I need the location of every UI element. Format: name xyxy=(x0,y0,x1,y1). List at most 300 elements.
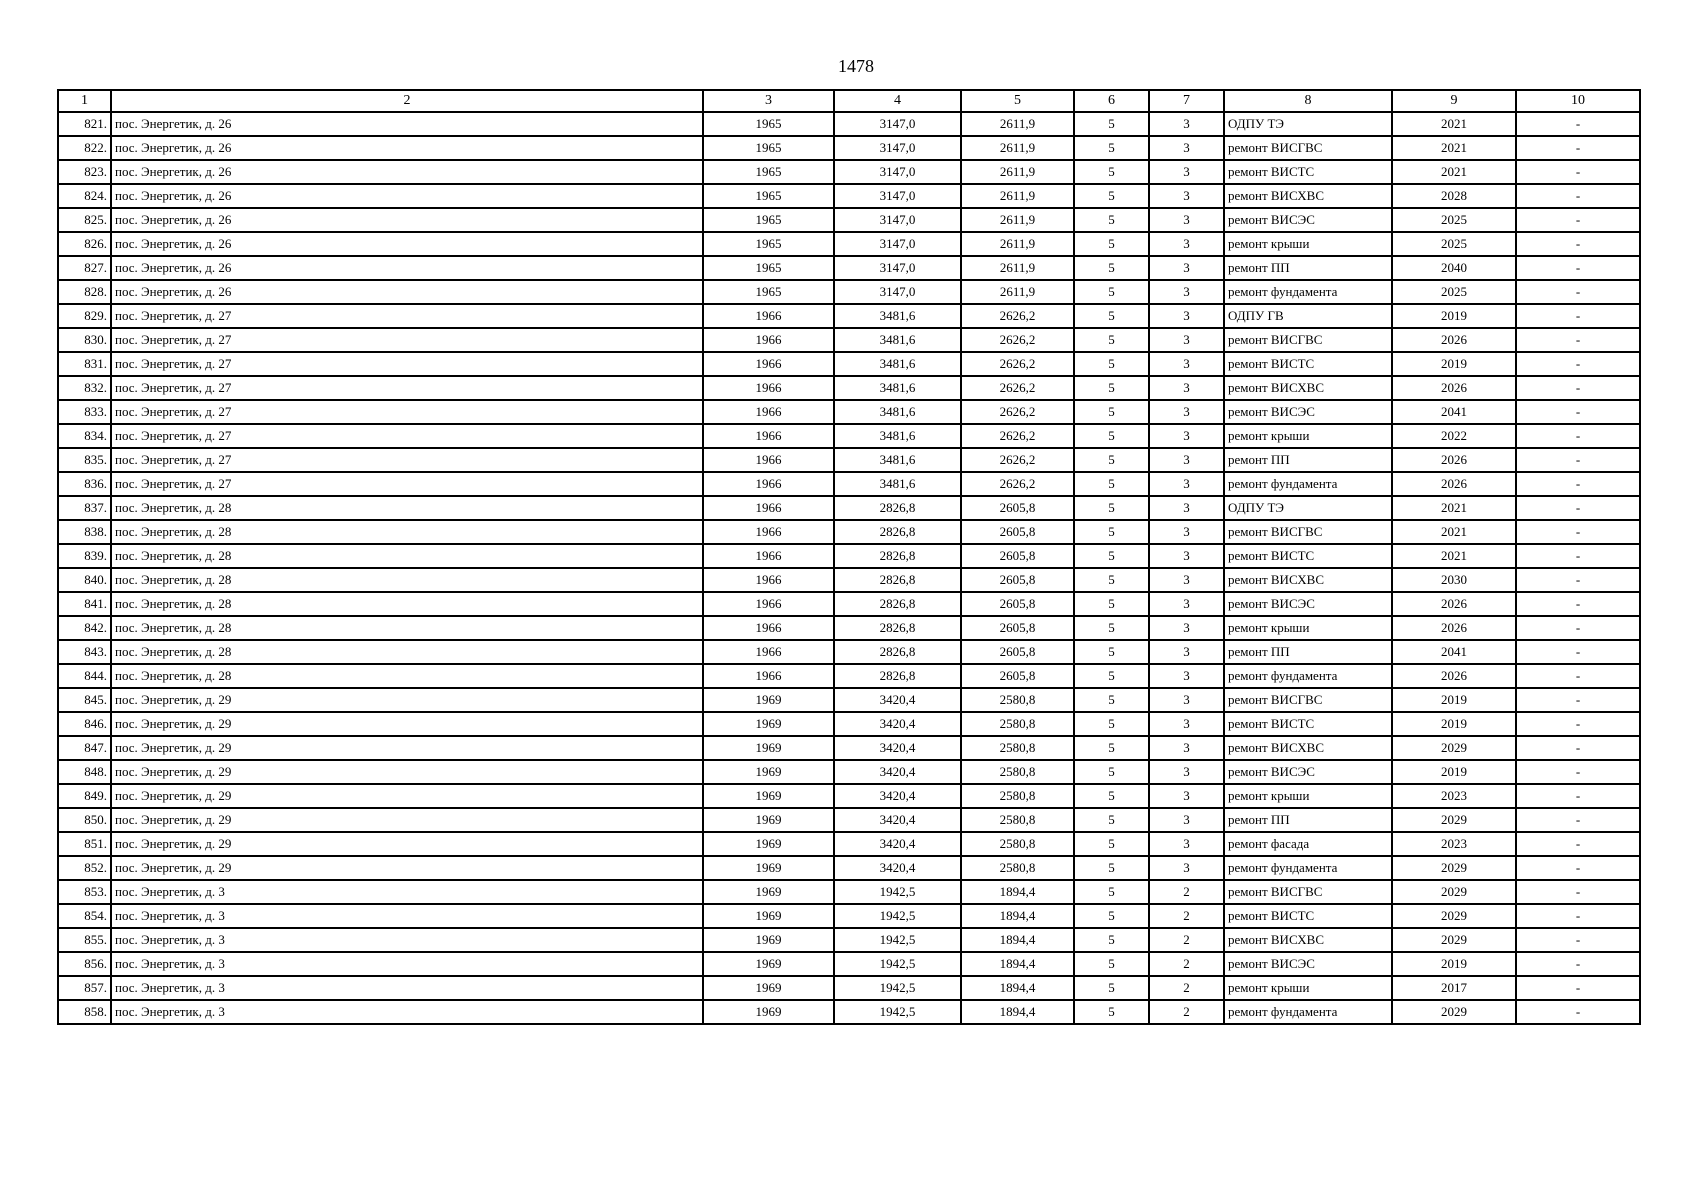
table-row xyxy=(58,520,1640,544)
total-area-cell: 3147,0 xyxy=(834,208,961,232)
table-row xyxy=(58,352,1640,376)
row-number-cell: 851. xyxy=(58,832,111,856)
living-area-cell: 2605,8 xyxy=(961,496,1074,520)
living-area-cell: 2626,2 xyxy=(961,352,1074,376)
address-cell: пос. Энергетик, д. 26 xyxy=(111,112,703,136)
total-area-cell: 2826,8 xyxy=(834,496,961,520)
build-year-cell: 1965 xyxy=(703,136,834,160)
address-cell: пос. Энергетик, д. 29 xyxy=(111,784,703,808)
entrances-cell: 2 xyxy=(1149,928,1224,952)
row-number-cell: 823. xyxy=(58,160,111,184)
planned-year-cell: 2021 xyxy=(1392,112,1516,136)
build-year-cell: 1966 xyxy=(703,424,834,448)
total-area-cell: 3420,4 xyxy=(834,760,961,784)
table-row xyxy=(58,232,1640,256)
floors-cell: 5 xyxy=(1074,664,1149,688)
table-row xyxy=(58,136,1640,160)
build-year-cell: 1965 xyxy=(703,256,834,280)
floors-cell: 5 xyxy=(1074,352,1149,376)
row-number-cell: 848. xyxy=(58,760,111,784)
table-row xyxy=(58,592,1640,616)
row-number-cell: 821. xyxy=(58,112,111,136)
total-area-cell: 1942,5 xyxy=(834,976,961,1000)
living-area-cell: 2580,8 xyxy=(961,832,1074,856)
build-year-cell: 1969 xyxy=(703,880,834,904)
address-cell: пос. Энергетик, д. 27 xyxy=(111,304,703,328)
note-cell: - xyxy=(1516,136,1640,160)
build-year-cell: 1969 xyxy=(703,736,834,760)
row-number-cell: 834. xyxy=(58,424,111,448)
total-area-cell: 3481,6 xyxy=(834,448,961,472)
floors-cell: 5 xyxy=(1074,232,1149,256)
address-cell: пос. Энергетик, д. 3 xyxy=(111,904,703,928)
build-year-cell: 1966 xyxy=(703,400,834,424)
work-type-cell: ремонт ВИСХВС xyxy=(1224,928,1392,952)
table-row xyxy=(58,856,1640,880)
work-type-cell: ремонт ВИСХВС xyxy=(1224,376,1392,400)
entrances-cell: 3 xyxy=(1149,256,1224,280)
work-type-cell: ремонт ВИСГВС xyxy=(1224,688,1392,712)
living-area-cell: 2605,8 xyxy=(961,544,1074,568)
entrances-cell: 3 xyxy=(1149,688,1224,712)
note-cell: - xyxy=(1516,520,1640,544)
planned-year-cell: 2026 xyxy=(1392,472,1516,496)
note-cell: - xyxy=(1516,688,1640,712)
work-type-cell: ремонт ВИСХВС xyxy=(1224,568,1392,592)
address-cell: пос. Энергетик, д. 28 xyxy=(111,616,703,640)
living-area-cell: 2580,8 xyxy=(961,688,1074,712)
total-area-cell: 3481,6 xyxy=(834,376,961,400)
work-type-cell: ОДПУ ГВ xyxy=(1224,304,1392,328)
row-number-cell: 845. xyxy=(58,688,111,712)
living-area-cell: 2605,8 xyxy=(961,592,1074,616)
entrances-cell: 3 xyxy=(1149,112,1224,136)
floors-cell: 5 xyxy=(1074,832,1149,856)
work-type-cell: ремонт ВИСТС xyxy=(1224,160,1392,184)
floors-cell: 5 xyxy=(1074,712,1149,736)
row-number-cell: 835. xyxy=(58,448,111,472)
living-area-cell: 2611,9 xyxy=(961,136,1074,160)
note-cell: - xyxy=(1516,1000,1640,1024)
floors-cell: 5 xyxy=(1074,904,1149,928)
table-row xyxy=(58,496,1640,520)
row-number-cell: 858. xyxy=(58,1000,111,1024)
entrances-cell: 3 xyxy=(1149,232,1224,256)
note-cell: - xyxy=(1516,712,1640,736)
work-type-cell: ремонт ВИСГВС xyxy=(1224,880,1392,904)
table-row xyxy=(58,1000,1640,1024)
total-area-cell: 3481,6 xyxy=(834,328,961,352)
table-row xyxy=(58,448,1640,472)
address-cell: пос. Энергетик, д. 26 xyxy=(111,256,703,280)
living-area-cell: 2580,8 xyxy=(961,784,1074,808)
floors-cell: 5 xyxy=(1074,928,1149,952)
address-cell: пос. Энергетик, д. 28 xyxy=(111,496,703,520)
living-area-cell: 2611,9 xyxy=(961,208,1074,232)
build-year-cell: 1969 xyxy=(703,952,834,976)
address-cell: пос. Энергетик, д. 3 xyxy=(111,928,703,952)
note-cell: - xyxy=(1516,760,1640,784)
floors-cell: 5 xyxy=(1074,856,1149,880)
work-type-cell: ремонт ВИСГВС xyxy=(1224,328,1392,352)
work-type-cell: ремонт крыши xyxy=(1224,976,1392,1000)
column-header: 8 xyxy=(1224,90,1392,112)
planned-year-cell: 2021 xyxy=(1392,544,1516,568)
note-cell: - xyxy=(1516,664,1640,688)
planned-year-cell: 2025 xyxy=(1392,232,1516,256)
column-header: 4 xyxy=(834,90,961,112)
table-row xyxy=(58,472,1640,496)
total-area-cell: 1942,5 xyxy=(834,904,961,928)
living-area-cell: 2626,2 xyxy=(961,424,1074,448)
note-cell: - xyxy=(1516,592,1640,616)
row-number-cell: 827. xyxy=(58,256,111,280)
work-type-cell: ремонт ВИСТС xyxy=(1224,544,1392,568)
floors-cell: 5 xyxy=(1074,808,1149,832)
planned-year-cell: 2019 xyxy=(1392,352,1516,376)
row-number-cell: 832. xyxy=(58,376,111,400)
work-type-cell: ремонт ВИСЭС xyxy=(1224,208,1392,232)
floors-cell: 5 xyxy=(1074,208,1149,232)
table-row xyxy=(58,256,1640,280)
entrances-cell: 3 xyxy=(1149,448,1224,472)
work-type-cell: ремонт ВИСХВС xyxy=(1224,184,1392,208)
address-cell: пос. Энергетик, д. 28 xyxy=(111,592,703,616)
table-row xyxy=(58,568,1640,592)
floors-cell: 5 xyxy=(1074,760,1149,784)
note-cell: - xyxy=(1516,736,1640,760)
column-header: 5 xyxy=(961,90,1074,112)
floors-cell: 5 xyxy=(1074,160,1149,184)
build-year-cell: 1969 xyxy=(703,712,834,736)
planned-year-cell: 2021 xyxy=(1392,136,1516,160)
address-cell: пос. Энергетик, д. 3 xyxy=(111,1000,703,1024)
table-row xyxy=(58,688,1640,712)
floors-cell: 5 xyxy=(1074,472,1149,496)
table-row xyxy=(58,112,1640,136)
entrances-cell: 3 xyxy=(1149,496,1224,520)
planned-year-cell: 2029 xyxy=(1392,856,1516,880)
build-year-cell: 1966 xyxy=(703,592,834,616)
address-cell: пос. Энергетик, д. 3 xyxy=(111,952,703,976)
build-year-cell: 1966 xyxy=(703,472,834,496)
floors-cell: 5 xyxy=(1074,184,1149,208)
address-cell: пос. Энергетик, д. 27 xyxy=(111,352,703,376)
floors-cell: 5 xyxy=(1074,592,1149,616)
table-row xyxy=(58,976,1640,1000)
row-number-cell: 844. xyxy=(58,664,111,688)
row-number-cell: 855. xyxy=(58,928,111,952)
total-area-cell: 3420,4 xyxy=(834,688,961,712)
note-cell: - xyxy=(1516,352,1640,376)
row-number-cell: 822. xyxy=(58,136,111,160)
work-type-cell: ремонт ПП xyxy=(1224,640,1392,664)
planned-year-cell: 2029 xyxy=(1392,736,1516,760)
column-header: 1 xyxy=(58,90,111,112)
entrances-cell: 3 xyxy=(1149,592,1224,616)
living-area-cell: 2605,8 xyxy=(961,568,1074,592)
floors-cell: 5 xyxy=(1074,952,1149,976)
build-year-cell: 1965 xyxy=(703,112,834,136)
planned-year-cell: 2021 xyxy=(1392,520,1516,544)
table-row xyxy=(58,880,1640,904)
note-cell: - xyxy=(1516,184,1640,208)
row-number-cell: 840. xyxy=(58,568,111,592)
build-year-cell: 1966 xyxy=(703,664,834,688)
work-type-cell: ремонт фундамента xyxy=(1224,856,1392,880)
row-number-cell: 853. xyxy=(58,880,111,904)
planned-year-cell: 2040 xyxy=(1392,256,1516,280)
total-area-cell: 2826,8 xyxy=(834,544,961,568)
row-number-cell: 837. xyxy=(58,496,111,520)
row-number-cell: 849. xyxy=(58,784,111,808)
total-area-cell: 2826,8 xyxy=(834,520,961,544)
build-year-cell: 1969 xyxy=(703,832,834,856)
address-cell: пос. Энергетик, д. 26 xyxy=(111,208,703,232)
column-header: 6 xyxy=(1074,90,1149,112)
row-number-cell: 829. xyxy=(58,304,111,328)
total-area-cell: 2826,8 xyxy=(834,592,961,616)
table-row xyxy=(58,304,1640,328)
note-cell: - xyxy=(1516,280,1640,304)
total-area-cell: 3420,4 xyxy=(834,784,961,808)
note-cell: - xyxy=(1516,232,1640,256)
entrances-cell: 3 xyxy=(1149,568,1224,592)
table-row xyxy=(58,280,1640,304)
work-type-cell: ремонт ВИСТС xyxy=(1224,712,1392,736)
table-row xyxy=(58,208,1640,232)
living-area-cell: 1894,4 xyxy=(961,952,1074,976)
total-area-cell: 1942,5 xyxy=(834,952,961,976)
build-year-cell: 1969 xyxy=(703,904,834,928)
build-year-cell: 1966 xyxy=(703,328,834,352)
entrances-cell: 3 xyxy=(1149,280,1224,304)
planned-year-cell: 2025 xyxy=(1392,208,1516,232)
row-number-cell: 842. xyxy=(58,616,111,640)
living-area-cell: 2626,2 xyxy=(961,448,1074,472)
table-row xyxy=(58,712,1640,736)
work-type-cell: ремонт ВИСТС xyxy=(1224,352,1392,376)
living-area-cell: 2626,2 xyxy=(961,376,1074,400)
address-cell: пос. Энергетик, д. 29 xyxy=(111,856,703,880)
total-area-cell: 2826,8 xyxy=(834,664,961,688)
row-number-cell: 856. xyxy=(58,952,111,976)
entrances-cell: 3 xyxy=(1149,856,1224,880)
table-body xyxy=(58,112,1640,1024)
entrances-cell: 3 xyxy=(1149,544,1224,568)
table-row xyxy=(58,664,1640,688)
entrances-cell: 3 xyxy=(1149,136,1224,160)
work-type-cell: ремонт крыши xyxy=(1224,784,1392,808)
build-year-cell: 1966 xyxy=(703,616,834,640)
entrances-cell: 2 xyxy=(1149,952,1224,976)
planned-year-cell: 2026 xyxy=(1392,376,1516,400)
build-year-cell: 1969 xyxy=(703,1000,834,1024)
note-cell: - xyxy=(1516,328,1640,352)
repair-schedule-table xyxy=(57,89,1641,1025)
living-area-cell: 2580,8 xyxy=(961,760,1074,784)
floors-cell: 5 xyxy=(1074,520,1149,544)
build-year-cell: 1966 xyxy=(703,568,834,592)
address-cell: пос. Энергетик, д. 27 xyxy=(111,376,703,400)
table-row xyxy=(58,952,1640,976)
living-area-cell: 1894,4 xyxy=(961,928,1074,952)
planned-year-cell: 2019 xyxy=(1392,952,1516,976)
address-cell: пос. Энергетик, д. 27 xyxy=(111,472,703,496)
work-type-cell: ремонт крыши xyxy=(1224,232,1392,256)
floors-cell: 5 xyxy=(1074,448,1149,472)
total-area-cell: 3420,4 xyxy=(834,856,961,880)
column-header: 2 xyxy=(111,90,703,112)
work-type-cell: ремонт фундамента xyxy=(1224,472,1392,496)
entrances-cell: 3 xyxy=(1149,472,1224,496)
entrances-cell: 2 xyxy=(1149,976,1224,1000)
floors-cell: 5 xyxy=(1074,976,1149,1000)
note-cell: - xyxy=(1516,112,1640,136)
total-area-cell: 1942,5 xyxy=(834,928,961,952)
total-area-cell: 1942,5 xyxy=(834,880,961,904)
planned-year-cell: 2026 xyxy=(1392,328,1516,352)
total-area-cell: 3481,6 xyxy=(834,400,961,424)
build-year-cell: 1969 xyxy=(703,928,834,952)
address-cell: пос. Энергетик, д. 26 xyxy=(111,184,703,208)
floors-cell: 5 xyxy=(1074,688,1149,712)
work-type-cell: ремонт ПП xyxy=(1224,808,1392,832)
planned-year-cell: 2021 xyxy=(1392,160,1516,184)
table-row xyxy=(58,328,1640,352)
table-row xyxy=(58,184,1640,208)
entrances-cell: 3 xyxy=(1149,208,1224,232)
living-area-cell: 2611,9 xyxy=(961,184,1074,208)
note-cell: - xyxy=(1516,808,1640,832)
address-cell: пос. Энергетик, д. 3 xyxy=(111,880,703,904)
row-number-cell: 841. xyxy=(58,592,111,616)
planned-year-cell: 2019 xyxy=(1392,760,1516,784)
floors-cell: 5 xyxy=(1074,112,1149,136)
note-cell: - xyxy=(1516,784,1640,808)
row-number-cell: 839. xyxy=(58,544,111,568)
note-cell: - xyxy=(1516,208,1640,232)
entrances-cell: 3 xyxy=(1149,520,1224,544)
work-type-cell: ремонт ВИСЭС xyxy=(1224,760,1392,784)
build-year-cell: 1969 xyxy=(703,856,834,880)
table-row xyxy=(58,376,1640,400)
floors-cell: 5 xyxy=(1074,736,1149,760)
address-cell: пос. Энергетик, д. 27 xyxy=(111,424,703,448)
total-area-cell: 3147,0 xyxy=(834,112,961,136)
living-area-cell: 2626,2 xyxy=(961,400,1074,424)
living-area-cell: 2611,9 xyxy=(961,256,1074,280)
work-type-cell: ремонт ВИСЭС xyxy=(1224,952,1392,976)
living-area-cell: 2611,9 xyxy=(961,280,1074,304)
living-area-cell: 2580,8 xyxy=(961,808,1074,832)
planned-year-cell: 2029 xyxy=(1392,928,1516,952)
planned-year-cell: 2021 xyxy=(1392,496,1516,520)
build-year-cell: 1966 xyxy=(703,448,834,472)
work-type-cell: ремонт ВИСГВС xyxy=(1224,520,1392,544)
living-area-cell: 1894,4 xyxy=(961,880,1074,904)
entrances-cell: 3 xyxy=(1149,808,1224,832)
floors-cell: 5 xyxy=(1074,304,1149,328)
column-number-header xyxy=(58,90,1640,112)
work-type-cell: ОДПУ ТЭ xyxy=(1224,112,1392,136)
address-cell: пос. Энергетик, д. 28 xyxy=(111,640,703,664)
address-cell: пос. Энергетик, д. 26 xyxy=(111,136,703,160)
row-number-cell: 847. xyxy=(58,736,111,760)
note-cell: - xyxy=(1516,304,1640,328)
build-year-cell: 1966 xyxy=(703,520,834,544)
address-cell: пос. Энергетик, д. 27 xyxy=(111,400,703,424)
floors-cell: 5 xyxy=(1074,544,1149,568)
build-year-cell: 1966 xyxy=(703,304,834,328)
total-area-cell: 3147,0 xyxy=(834,232,961,256)
floors-cell: 5 xyxy=(1074,376,1149,400)
total-area-cell: 3420,4 xyxy=(834,736,961,760)
page-number: 1478 xyxy=(838,56,874,76)
floors-cell: 5 xyxy=(1074,640,1149,664)
entrances-cell: 3 xyxy=(1149,832,1224,856)
total-area-cell: 3420,4 xyxy=(834,808,961,832)
build-year-cell: 1965 xyxy=(703,208,834,232)
living-area-cell: 2580,8 xyxy=(961,856,1074,880)
living-area-cell: 2605,8 xyxy=(961,640,1074,664)
build-year-cell: 1965 xyxy=(703,184,834,208)
note-cell: - xyxy=(1516,472,1640,496)
table-row xyxy=(58,616,1640,640)
build-year-cell: 1966 xyxy=(703,496,834,520)
floors-cell: 5 xyxy=(1074,496,1149,520)
note-cell: - xyxy=(1516,904,1640,928)
living-area-cell: 2611,9 xyxy=(961,112,1074,136)
build-year-cell: 1969 xyxy=(703,784,834,808)
address-cell: пос. Энергетик, д. 29 xyxy=(111,736,703,760)
note-cell: - xyxy=(1516,928,1640,952)
planned-year-cell: 2026 xyxy=(1392,616,1516,640)
address-cell: пос. Энергетик, д. 26 xyxy=(111,160,703,184)
planned-year-cell: 2022 xyxy=(1392,424,1516,448)
note-cell: - xyxy=(1516,496,1640,520)
table-row xyxy=(58,400,1640,424)
total-area-cell: 1942,5 xyxy=(834,1000,961,1024)
table-row xyxy=(58,904,1640,928)
work-type-cell: ремонт ВИСЭС xyxy=(1224,400,1392,424)
planned-year-cell: 2023 xyxy=(1392,784,1516,808)
work-type-cell: ремонт крыши xyxy=(1224,616,1392,640)
living-area-cell: 1894,4 xyxy=(961,904,1074,928)
work-type-cell: ремонт фундамента xyxy=(1224,664,1392,688)
floors-cell: 5 xyxy=(1074,256,1149,280)
build-year-cell: 1966 xyxy=(703,640,834,664)
living-area-cell: 2605,8 xyxy=(961,520,1074,544)
work-type-cell: ремонт ВИСЭС xyxy=(1224,592,1392,616)
planned-year-cell: 2030 xyxy=(1392,568,1516,592)
build-year-cell: 1969 xyxy=(703,688,834,712)
floors-cell: 5 xyxy=(1074,880,1149,904)
floors-cell: 5 xyxy=(1074,328,1149,352)
living-area-cell: 2626,2 xyxy=(961,328,1074,352)
note-cell: - xyxy=(1516,640,1640,664)
planned-year-cell: 2026 xyxy=(1392,592,1516,616)
address-cell: пос. Энергетик, д. 28 xyxy=(111,664,703,688)
note-cell: - xyxy=(1516,424,1640,448)
work-type-cell: ремонт фундамента xyxy=(1224,1000,1392,1024)
entrances-cell: 3 xyxy=(1149,328,1224,352)
row-number-cell: 838. xyxy=(58,520,111,544)
total-area-cell: 3147,0 xyxy=(834,160,961,184)
note-cell: - xyxy=(1516,856,1640,880)
entrances-cell: 3 xyxy=(1149,304,1224,328)
note-cell: - xyxy=(1516,976,1640,1000)
